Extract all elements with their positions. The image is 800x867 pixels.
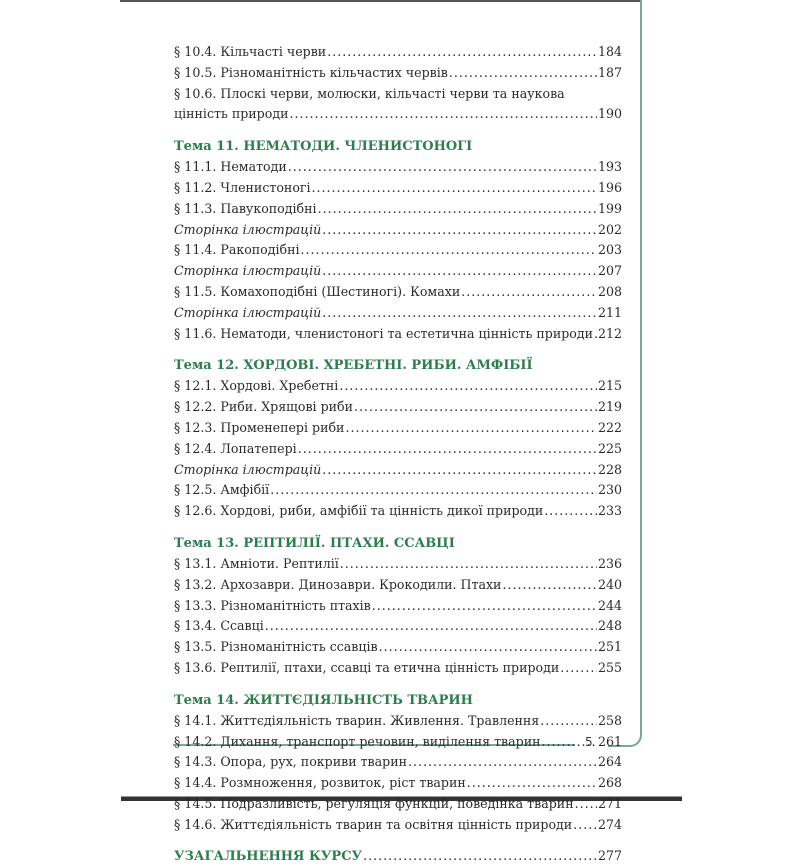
toc-entry-title: § 12.1. Хордові. Хребетні	[174, 376, 338, 397]
topic-heading[interactable]: Тема 11. НЕМАТОДИ. ЧЛЕНИСТОНОГІ	[174, 137, 622, 157]
toc-entry-page: 236	[598, 554, 622, 575]
toc-entry-page: 208	[598, 282, 622, 303]
dot-leader	[461, 282, 597, 303]
toc-entry-page: 225	[598, 439, 622, 460]
toc-entry[interactable]	[174, 752, 622, 773]
toc-illustrations-entry[interactable]	[174, 460, 622, 481]
toc-entry-page: 196	[598, 178, 622, 199]
toc-entry-title-line2: цінність природи	[174, 104, 288, 125]
toc-entry-title: § 11.4. Ракоподібні	[174, 240, 300, 261]
toc-entry[interactable]	[174, 324, 622, 345]
summary-page: 277	[598, 846, 622, 867]
toc-entry[interactable]	[174, 282, 622, 303]
toc-entry[interactable]	[174, 501, 622, 522]
toc-entry-page: 264	[598, 752, 622, 773]
dot-leader	[340, 554, 597, 575]
toc-entry[interactable]	[174, 794, 622, 815]
toc-entry[interactable]	[174, 554, 622, 575]
toc-entry-page: 228	[598, 460, 622, 481]
dot-leader	[327, 42, 597, 63]
toc-entry-page: 230	[598, 480, 622, 501]
toc-entry[interactable]	[174, 376, 622, 397]
toc-entry-page: 268	[598, 773, 622, 794]
dot-leader	[354, 397, 597, 418]
dot-leader	[270, 480, 597, 501]
dot-leader	[502, 575, 597, 596]
toc-entry-page: 222	[598, 418, 622, 439]
toc-entry-title: Сторінка ілюстрацій	[174, 220, 321, 241]
toc-entry-page: 203	[598, 240, 622, 261]
toc-entry-title: Сторінка ілюстрацій	[174, 460, 321, 481]
toc-entry[interactable]	[174, 439, 622, 460]
summary-title: УЗАГАЛЬНЕННЯ КУРСУ	[174, 847, 362, 867]
dot-leader	[594, 324, 597, 345]
toc-entry-title: § 13.3. Різноманітність птахів	[174, 596, 371, 617]
toc-entry-page: 199	[598, 199, 622, 220]
dot-leader	[540, 711, 597, 732]
toc-entry-page: 184	[598, 42, 622, 63]
toc-entry-title: Сторінка ілюстрацій	[174, 261, 321, 282]
toc-entry-title: § 11.2. Членистоногі	[174, 178, 311, 199]
toc-entry-page: 193	[598, 157, 622, 178]
toc-entry-title: § 13.4. Ссавці	[174, 616, 264, 637]
toc-entry-title: § 10.5. Різноманітність кільчастих червів	[174, 63, 448, 84]
dot-leader	[301, 240, 597, 261]
toc-entry[interactable]	[174, 178, 622, 199]
dot-leader	[372, 596, 597, 617]
toc-entry-title: § 11.6. Нематоди, членистоногі та естетична цінність природи	[174, 324, 593, 345]
dot-leader	[363, 846, 597, 867]
topic-heading[interactable]: Тема 12. ХОРДОВІ. ХРЕБЕТНІ. РИБИ. АМФІБІЇ	[174, 356, 622, 376]
dot-leader	[379, 637, 597, 658]
toc-entry[interactable]	[174, 418, 622, 439]
top-edge-bar	[120, 0, 641, 2]
toc-illustrations-entry[interactable]	[174, 261, 622, 282]
toc-entry-page: 215	[598, 376, 622, 397]
dot-leader	[544, 501, 597, 522]
toc-entry[interactable]	[174, 199, 622, 220]
toc-illustrations-entry[interactable]	[174, 220, 622, 241]
toc-entry-title: § 14.4. Розмноження, розвиток, ріст тварин	[174, 773, 466, 794]
dot-leader	[322, 220, 597, 241]
toc-entry-page: 212	[598, 324, 622, 345]
toc-illustrations-entry[interactable]	[174, 303, 622, 324]
toc-entry-title: § 11.5. Комахоподібні (Шестиногі). Комахи	[174, 282, 460, 303]
toc-entry-page: 219	[598, 397, 622, 418]
toc-entry-title: § 13.1. Амніоти. Рептилії	[174, 554, 339, 575]
topic-heading[interactable]: Тема 14. ЖИТТЄДІЯЛЬНІСТЬ ТВАРИН	[174, 691, 622, 711]
toc-entry-title: § 14.3. Опора, рух, покриви тварин	[174, 752, 407, 773]
toc-entry-title: § 13.6. Рептилії, птахи, ссавці та етична цінність природи	[174, 658, 559, 679]
toc-entry[interactable]	[174, 157, 622, 178]
toc-entry[interactable]	[174, 63, 622, 84]
dot-leader	[339, 376, 597, 397]
toc-entry[interactable]	[174, 711, 622, 732]
dot-leader	[289, 104, 596, 125]
toc-entry-title: § 11.3. Павукоподібні	[174, 199, 317, 220]
toc-entry[interactable]	[174, 575, 622, 596]
dot-leader	[322, 460, 597, 481]
toc-entry-page: 274	[598, 815, 622, 836]
dot-leader	[560, 658, 597, 679]
dot-leader	[298, 439, 597, 460]
toc-entry-title: § 14.6. Життєдіяльність тварин та освітня цінність природи	[174, 815, 572, 836]
toc-entry-page: 233	[598, 501, 622, 522]
toc-entry[interactable]	[174, 658, 622, 679]
toc-entry-title: § 12.5. Амфібії	[174, 480, 269, 501]
toc-entry-page: 244	[598, 596, 622, 617]
toc-entry-title: § 12.3. Променепері риби	[174, 418, 344, 439]
dot-leader	[542, 732, 597, 753]
dot-leader	[322, 303, 597, 324]
toc-entry-title: § 12.4. Лопатепері	[174, 439, 297, 460]
toc-entry-title: § 11.1. Нематоди	[174, 157, 287, 178]
toc-entry[interactable]	[174, 397, 622, 418]
toc-entry-wrapped[interactable]	[174, 84, 622, 126]
toc-entry-title: § 14.1. Життєдіяльність тварин. Живлення. Травлення	[174, 711, 539, 732]
dot-leader	[408, 752, 597, 773]
toc-entry-title: § 14.5. Подразливість, регуляція функцій, поведінка тварин	[174, 794, 574, 815]
toc-entry[interactable]	[174, 480, 622, 501]
table-of-contents	[174, 42, 622, 867]
toc-entry[interactable]	[174, 732, 622, 753]
dot-leader	[575, 794, 597, 815]
page-number: 5	[585, 735, 593, 749]
toc-entry-title: § 14.2. Дихання, транспорт речовин, виділення тварин	[174, 732, 541, 753]
dot-leader	[322, 261, 597, 282]
dot-leader	[312, 178, 597, 199]
toc-entry[interactable]	[174, 596, 622, 617]
page-frame-right	[640, 0, 642, 717]
toc-entry-page: 251	[598, 637, 622, 658]
dot-leader	[265, 616, 597, 637]
toc-entry-page: 240	[598, 575, 622, 596]
toc-entry-page: 190	[598, 104, 622, 125]
toc-entry-title: § 10.4. Кільчасті черви	[174, 42, 326, 63]
toc-entry-page: 261	[598, 732, 622, 753]
toc-summary-entry[interactable]	[174, 846, 622, 867]
toc-entry-page: 258	[598, 711, 622, 732]
toc-entry[interactable]	[174, 637, 622, 658]
toc-entry-page: 271	[598, 794, 622, 815]
toc-entry-page: 202	[598, 220, 622, 241]
toc-entry[interactable]	[174, 42, 622, 63]
toc-entry[interactable]	[174, 616, 622, 637]
toc-entry[interactable]	[174, 815, 622, 836]
toc-entry-page: 207	[598, 261, 622, 282]
dot-leader	[467, 773, 597, 794]
toc-entry-title: Сторінка ілюстрацій	[174, 303, 321, 324]
toc-entry-title: § 12.2. Риби. Хрящові риби	[174, 397, 353, 418]
toc-entry-title-line1: § 10.6. Плоскі черви, молюски, кільчасті черви та наукова	[174, 84, 565, 105]
dot-leader	[449, 63, 597, 84]
toc-entry-title: § 12.6. Хордові, риби, амфібії та цінність дикої природи	[174, 501, 543, 522]
toc-entry-page: 255	[598, 658, 622, 679]
toc-entry-page: 211	[598, 303, 622, 324]
toc-entry-title: § 13.5. Різноманітність ссавців	[174, 637, 378, 658]
topic-heading[interactable]: Тема 13. РЕПТИЛІЇ. ПТАХИ. ССАВЦІ	[174, 534, 622, 554]
dot-leader	[318, 199, 597, 220]
dot-leader	[573, 815, 597, 836]
toc-entry[interactable]	[174, 240, 622, 261]
dot-leader	[288, 157, 597, 178]
toc-entry-page: 187	[598, 63, 622, 84]
toc-entry[interactable]	[174, 773, 622, 794]
toc-entry-page: 248	[598, 616, 622, 637]
dot-leader	[345, 418, 597, 439]
toc-entry-title: § 13.2. Архозаври. Динозаври. Крокодили. Птахи	[174, 575, 501, 596]
